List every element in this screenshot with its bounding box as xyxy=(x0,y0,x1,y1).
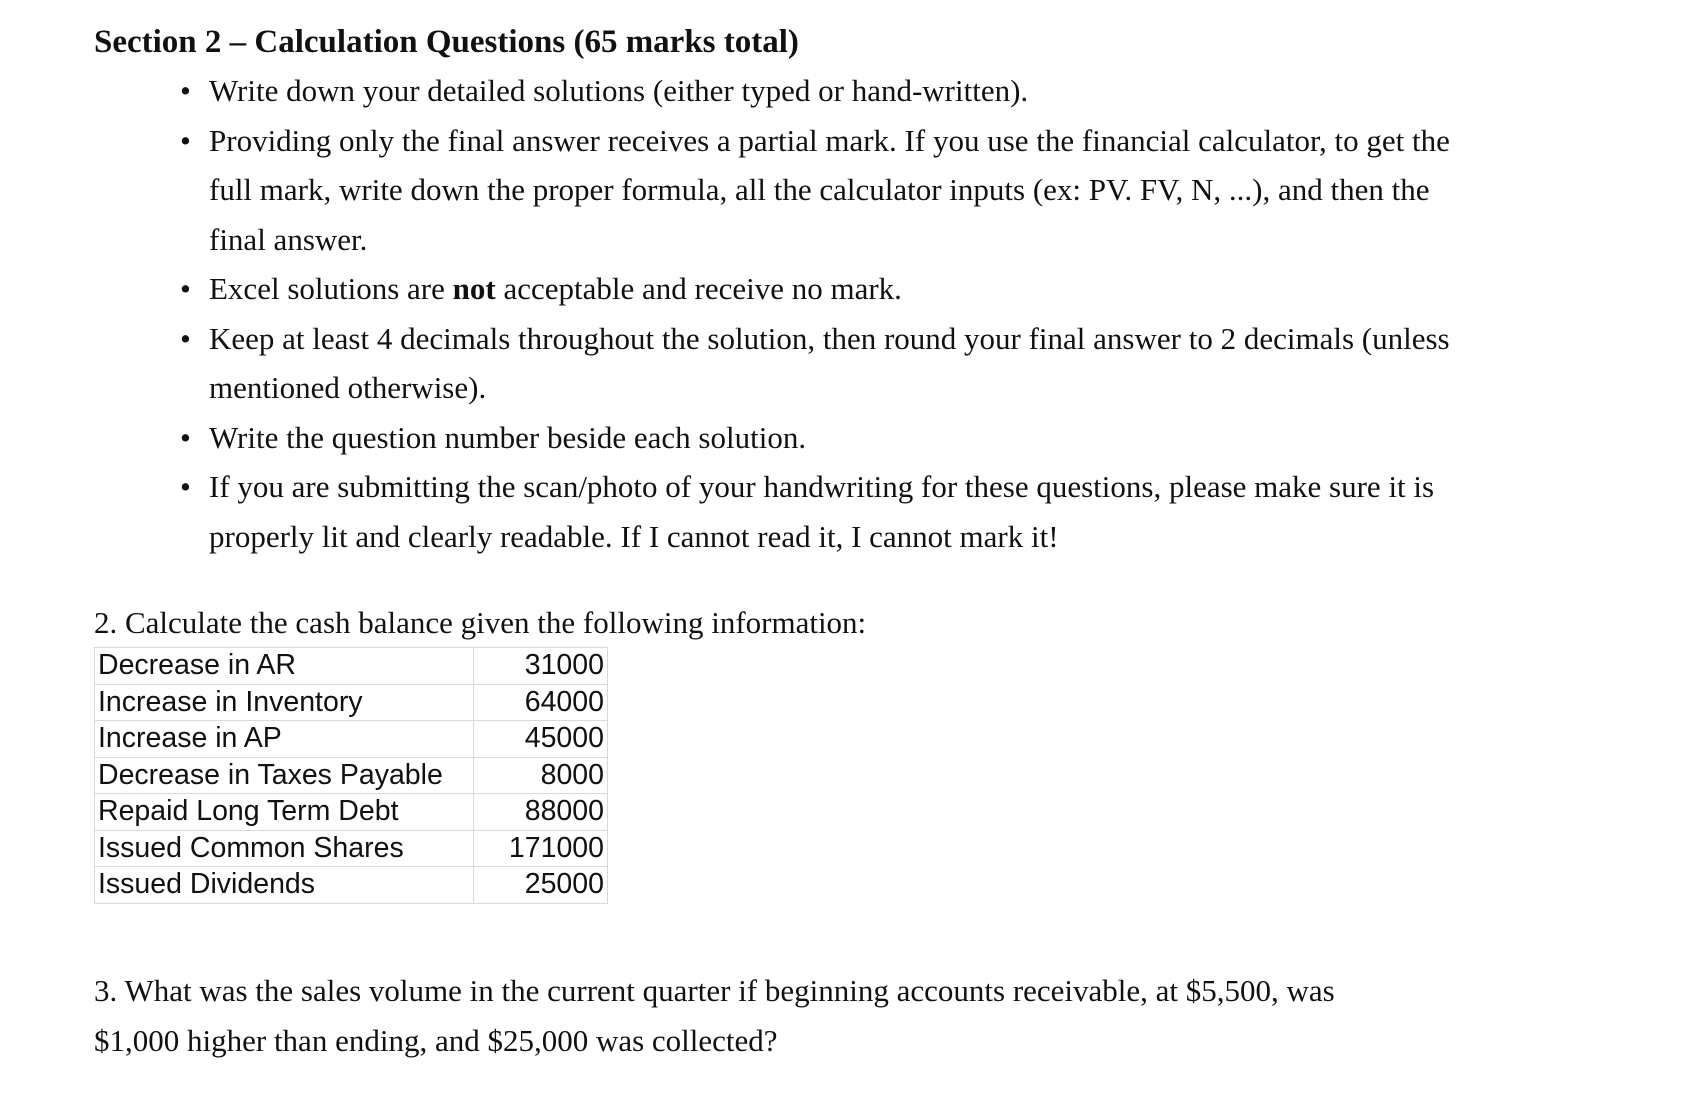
question-3-line: 3. What was the sales volume in the current quarter if beginning accounts receivable, at $5,500, was xyxy=(94,973,1335,1008)
table-cell-value: 171000 xyxy=(474,830,608,867)
bullet-icon: • xyxy=(180,469,191,504)
table-cell-label: Increase in AP xyxy=(95,721,474,758)
instruction-text: Write down your detailed solutions (either typed or hand-written). xyxy=(209,73,1029,108)
table-cell-value: 25000 xyxy=(474,867,608,904)
table-cell-label: Issued Dividends xyxy=(95,867,474,904)
instruction-line: final answer. xyxy=(209,221,368,257)
instruction-line: properly lit and clearly readable. If I cannot read it, I cannot mark it! xyxy=(209,518,1059,554)
instruction-text xyxy=(209,116,1549,265)
table-cell-label: Increase in Inventory xyxy=(95,684,474,721)
bullet-icon: • xyxy=(180,419,191,455)
table-cell-label: Repaid Long Term Debt xyxy=(95,794,474,831)
instruction-item xyxy=(180,413,1650,463)
instruction-item xyxy=(180,116,1650,265)
bullet-icon: • xyxy=(180,73,191,108)
table-cell-label: Decrease in AR xyxy=(95,648,474,685)
emphasis-not: not xyxy=(452,271,496,306)
instructions-list xyxy=(180,66,1650,561)
instruction-line: Providing only the final answer receives a partial mark. If you use the financial calculator, to get the xyxy=(209,122,1450,158)
section-title: Section 2 – Calculation Questions (65 marks total) xyxy=(94,24,799,60)
question-2-prompt: 2. Calculate the cash balance given the following information: xyxy=(94,605,867,640)
instruction-item xyxy=(180,66,1650,116)
question-3-prompt xyxy=(94,966,1594,1065)
instruction-text xyxy=(209,462,1549,561)
instruction-line: If you are submitting the scan/photo of your handwriting for these questions, please make sure it is xyxy=(209,469,1435,504)
instruction-text-part: Excel solutions are xyxy=(209,271,453,306)
instruction-item xyxy=(180,314,1650,413)
bullet-icon: • xyxy=(180,320,191,356)
bullet-icon: • xyxy=(180,271,191,306)
table-cell-value: 31000 xyxy=(474,648,608,685)
instruction-text xyxy=(209,314,1549,413)
table-cell-label: Decrease in Taxes Payable xyxy=(95,757,474,794)
table-row xyxy=(95,867,608,904)
table-cell-value: 45000 xyxy=(474,721,608,758)
instruction-item xyxy=(180,264,1650,314)
instruction-text xyxy=(209,264,1650,314)
table-cell-value: 88000 xyxy=(474,794,608,831)
table-row xyxy=(95,721,608,758)
table-row xyxy=(95,830,608,867)
instruction-text: Write the question number beside each solution. xyxy=(209,419,807,455)
instruction-text-part: acceptable and receive no mark. xyxy=(495,271,902,306)
cash-flow-table xyxy=(94,647,608,904)
table-row xyxy=(95,794,608,831)
table-row xyxy=(95,648,608,685)
question-3-line: $1,000 higher than ending, and $25,000 was collected? xyxy=(94,1022,778,1058)
instruction-item xyxy=(180,462,1650,561)
table-cell-value: 8000 xyxy=(474,757,608,794)
table-cell-label: Issued Common Shares xyxy=(95,830,474,867)
instruction-line: mentioned otherwise). xyxy=(209,370,487,405)
instruction-line: Keep at least 4 decimals throughout the solution, then round your final answer to 2 decimals (unless xyxy=(209,320,1450,356)
table-cell-value: 64000 xyxy=(474,684,608,721)
table-row xyxy=(95,684,608,721)
table-row xyxy=(95,757,608,794)
bullet-icon: • xyxy=(180,122,191,158)
instruction-line: full mark, write down the proper formula, all the calculator inputs (ex: PV. FV, N, ...), and then the xyxy=(209,172,1430,207)
